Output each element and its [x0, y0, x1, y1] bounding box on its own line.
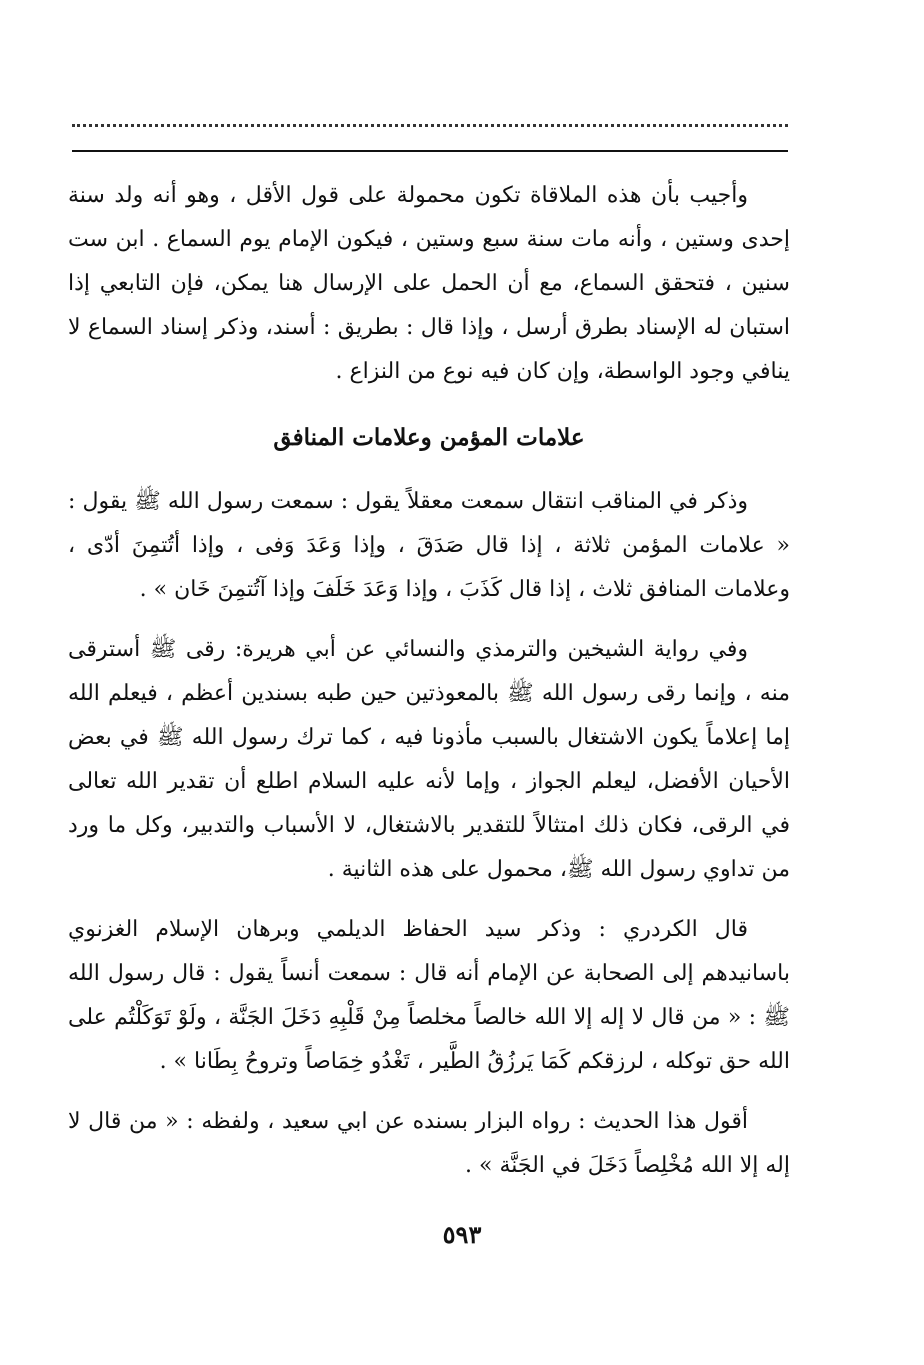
paragraph-gap: [68, 612, 790, 628]
paragraph-kardari: قال الكردري : وذكر سيد الحفاظ الديلمي وبرهان الإسلام الغزنوي باسانيدهم إلى الصحابة عن الإمام أنه قال : سمعت أنساً يقول : قال رسول الله ﷺ : « من قال لا إله إلا الله خالصاً مخلصاً مِنْ قَلْبِهِ دَخَلَ الجَنَّة ، ولَوْ تَوَكَلْتُم على الله حق توكله ، لرزقكم كَمَا يَرزُقُ الطَّير ، تَغْدُو خِمَاصاً وتروحُ بِطَانا » .: [68, 917, 790, 1074]
paragraph-ruqya: وفي رواية الشيخين والترمذي والنسائي عن أبي هريرة: رقى ﷺ أسترقى منه ، وإنما رقى رسول الله ﷺ بالمعوذتين حين طبه بسندين أعظم ، فيعلم الله إما إعلاماً يكون الاشتغال بالسبب مأذونا فيه ، كما ترك رسول الله ﷺ في بعض الأحيان الأفضل، ليعلم الجواز ، وإما لأنه عليه السلام اطلع أن تقدير الله تعالى في الرقى، فكان ذلك امتثالاً للتقدير بالاشتغال، لا الأسباب والتدبير، وكل ما ورد من تداوي رسول الله ﷺ، محمول على هذه الثانية .: [68, 637, 790, 882]
page-body: [68, 174, 790, 1188]
header-solid-rule: [72, 150, 788, 152]
section-heading: علامات المؤمن وعلامات المنافق: [273, 424, 585, 451]
paragraph-bazzar: أقول هذا الحديث : رواه البزار بسنده عن ابي سعيد ، ولفظه : « من قال لا إله إلا الله مُخْلِصاً دَخَلَ في الجَنَّة » .: [68, 1109, 790, 1178]
header-dotted-rule: [72, 124, 788, 127]
paragraph-gap: [68, 892, 790, 908]
paragraph-signs-hadith: وذكر في المناقب انتقال سمعت معقلاً يقول : سمعت رسول الله ﷺ يقول : « علامات المؤمن ثلاثة ، إذا قال صَدَقَ ، وإذا وَعَدَ وَفى ، وإذا أتُتمِنَ أدّى ، وعلامات المنافق ثلاث ، إذا قال كَذَبَ ، وإذا وَعَدَ خَلَفَ وإذا آتُتمِنَ خَان » .: [68, 489, 790, 602]
page-number: ٥٩٣: [442, 1220, 482, 1249]
paragraph-gap: [68, 1084, 790, 1100]
paragraph-answer: وأجيب بأن هذه الملاقاة تكون محمولة على قول الأقل ، وهو أنه ولد سنة إحدى وستين ، وأنه مات سنة سبع وستين ، فيكون الإمام يوم السماع . ابن ست سنين ، فتحقق السماع، مع أن الحمل على الإرسال هنا يمكن، فإن التابعي إذا استبان له الإسناد بطرق أرسل ، وإذا قال : بطريق : أسند، وذكر إسناد السماع لا ينافي وجود الواسطة، وإن كان فيه نوع من النزاع .: [68, 183, 790, 384]
